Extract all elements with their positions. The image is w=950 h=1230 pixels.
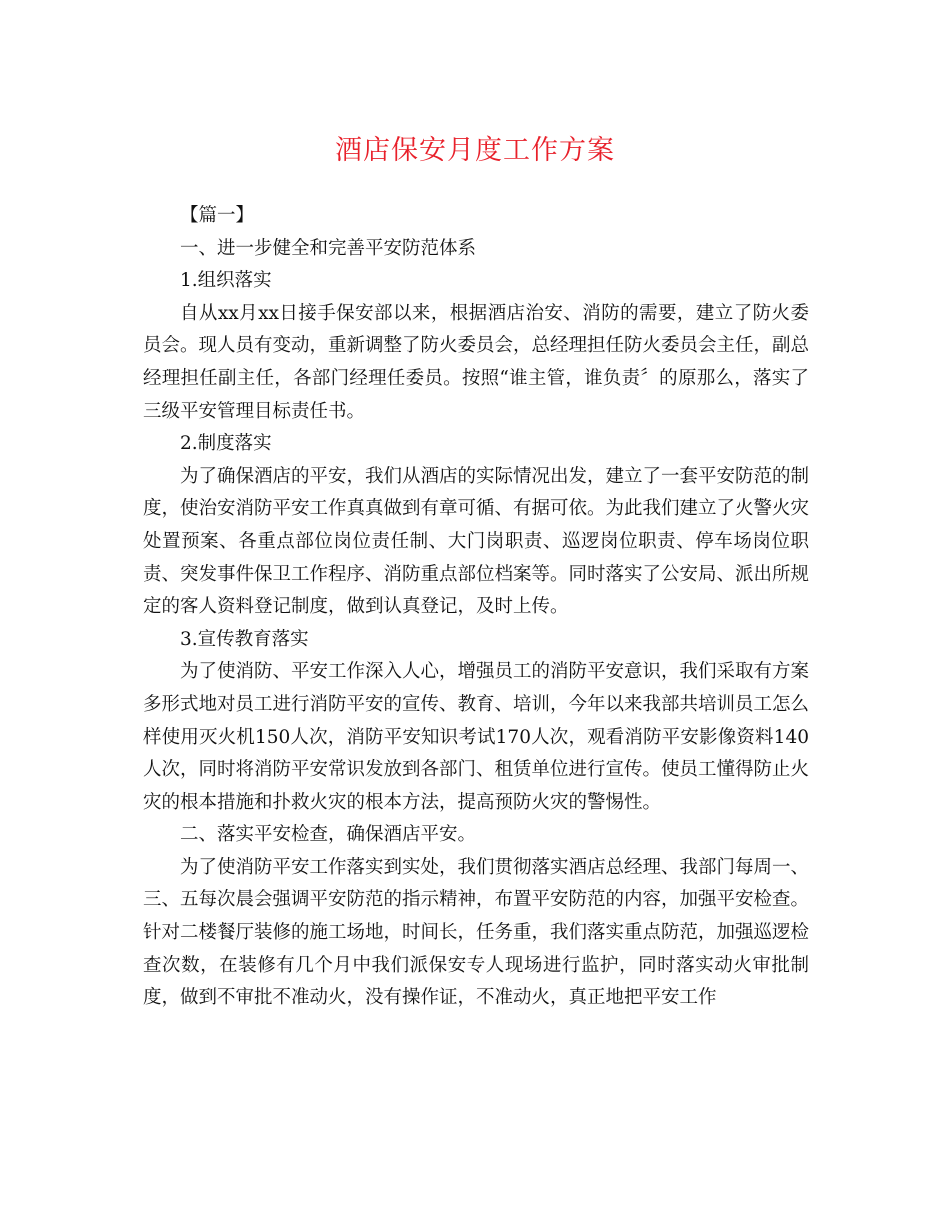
section-heading: 二、落实平安检查，确保酒店平安。 <box>180 824 477 846</box>
body-paragraph: 为了使消防平安工作落实到实处，我们贯彻落实酒店总经理、我部门每周一、三、五每次晨会强调平安防范的指示精神，布置平安防范的内容，加强平安检查。针对二楼餐厅装修的施工场地，时间长，任务重，我们落实重点防范，加强巡逻检查次数，在装修有几个月中我们派保安专人现场进行监护，同时落实动火审批制度，做到不审批不准动火，没有操作证，不准动火，真正地把平安工作 <box>143 856 810 1009</box>
document-title: 酒店保安月度工作方案 <box>335 135 615 166</box>
subsection-heading: 2.制度落实 <box>180 433 272 455</box>
body-paragraph: 为了确保酒店的平安，我们从酒店的实际情况出发，建立了一套平安防范的制度，使治安消防平安工作真真做到有章可循、有据可依。为此我们建立了火警火灾处置预案、各重点部位岗位责任制、大门岗职责、巡逻岗位职责、停车场岗位职责、突发事件保卫工作程序、消防重点部位档案等。同时落实了公安局、派出所规定的客人资料登记制度，做到认真登记，及时上传。 <box>143 465 810 618</box>
section-heading: 一、进一步健全和完善平安防范体系 <box>180 237 477 259</box>
subsection-heading: 3.宣传教育落实 <box>180 628 309 650</box>
document-body <box>143 200 809 1015</box>
section-label: 【篇一】 <box>180 205 255 226</box>
subsection-heading: 1.组织落实 <box>180 270 272 292</box>
body-paragraph: 为了使消防、平安工作深入人心，增强员工的消防平安意识，我们采取有方案多形式地对员工进行消防平安的宣传、教育、培训，今年以来我部共培训员工怎么样使用灭火机150人次，消防平安知识考试170人次，观看消防平安影像资料140人次，同时将消防平安常识发放到各部门、租赁单位进行宣传。使员工懂得防止火灾的根本措施和扑救火灾的根本方法，提高预防火灾的警惕性。 <box>143 661 810 813</box>
body-paragraph: 自从xx月xx日接手保安部以来，根据酒店治安、消防的需要，建立了防火委员会。现人员有变动，重新调整了防火委员会，总经理担任防火委员会主任，副总经理担任副主任，各部门经理任委员。按照“谁主管，谁负责〞的原那么，落实了三级平安管理目标责任书。 <box>143 302 810 422</box>
